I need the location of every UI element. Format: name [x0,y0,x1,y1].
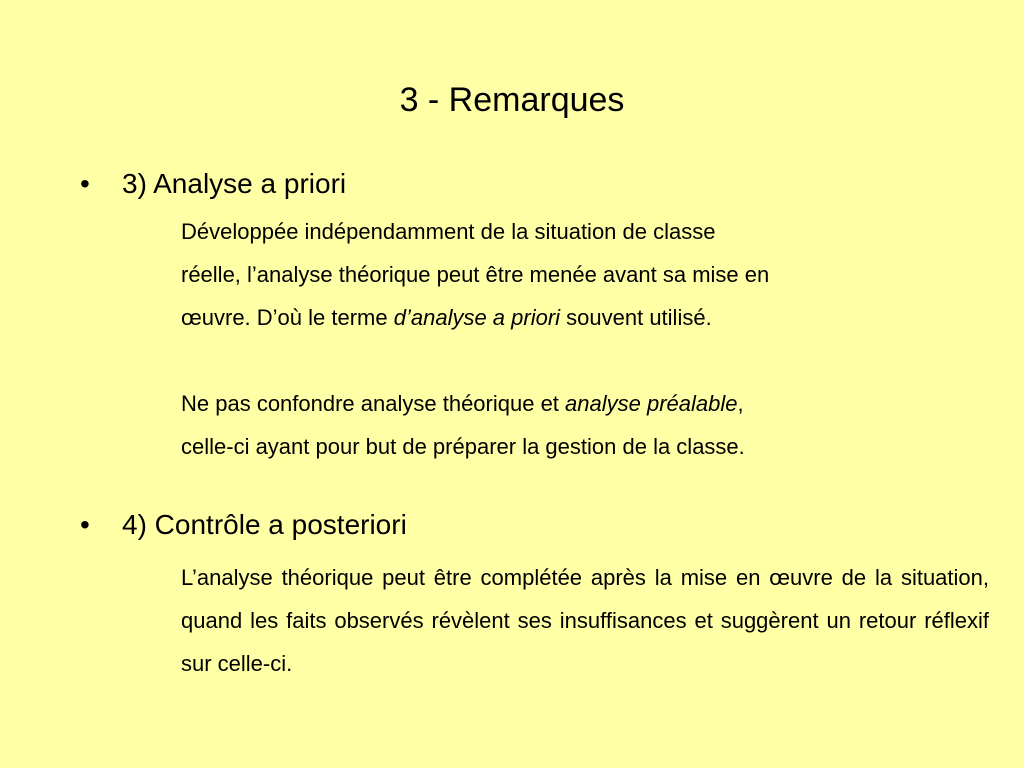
bullet-section-controle-a-posteriori [80,507,407,543]
page-title: 3 - Remarques [399,81,625,119]
text-run: souvent utilisé. [560,305,712,330]
paragraph-line: celle-ci ayant pour but de préparer la gestion de la classe. [181,434,745,459]
paragraph-line: Développée indépendamment de la situation de classe [181,219,716,244]
paragraph-line: réelle, l’analyse théorique peut être menée avant sa mise en [181,262,770,287]
paragraph-controle-a-posteriori: L’analyse théorique peut être complétée après la mise en œuvre de la situation, quand les faits observés révèlent ses insuffisances et suggèrent un retour réflexif sur celle-ci. [181,565,989,676]
text-run: œuvre. D’où le terme [181,305,394,330]
paragraph-line [181,296,989,339]
paragraph-line [181,382,989,425]
section-heading: 3) Analyse a priori [122,168,347,199]
section-heading: 4) Contrôle a posteriori [122,509,407,540]
italic-term: d’analyse a priori [393,305,561,330]
text-run: Ne pas confondre analyse théorique et [181,391,566,416]
bullet-icon: • [80,509,90,540]
italic-term: analyse préalable [565,391,738,416]
bullet-section-analyse-a-priori [80,166,346,202]
bullet-icon: • [80,168,90,199]
paragraph-analyse-a-priori [181,210,989,339]
paragraph-ne-pas-confondre [181,382,989,468]
text-run: , [737,391,744,416]
